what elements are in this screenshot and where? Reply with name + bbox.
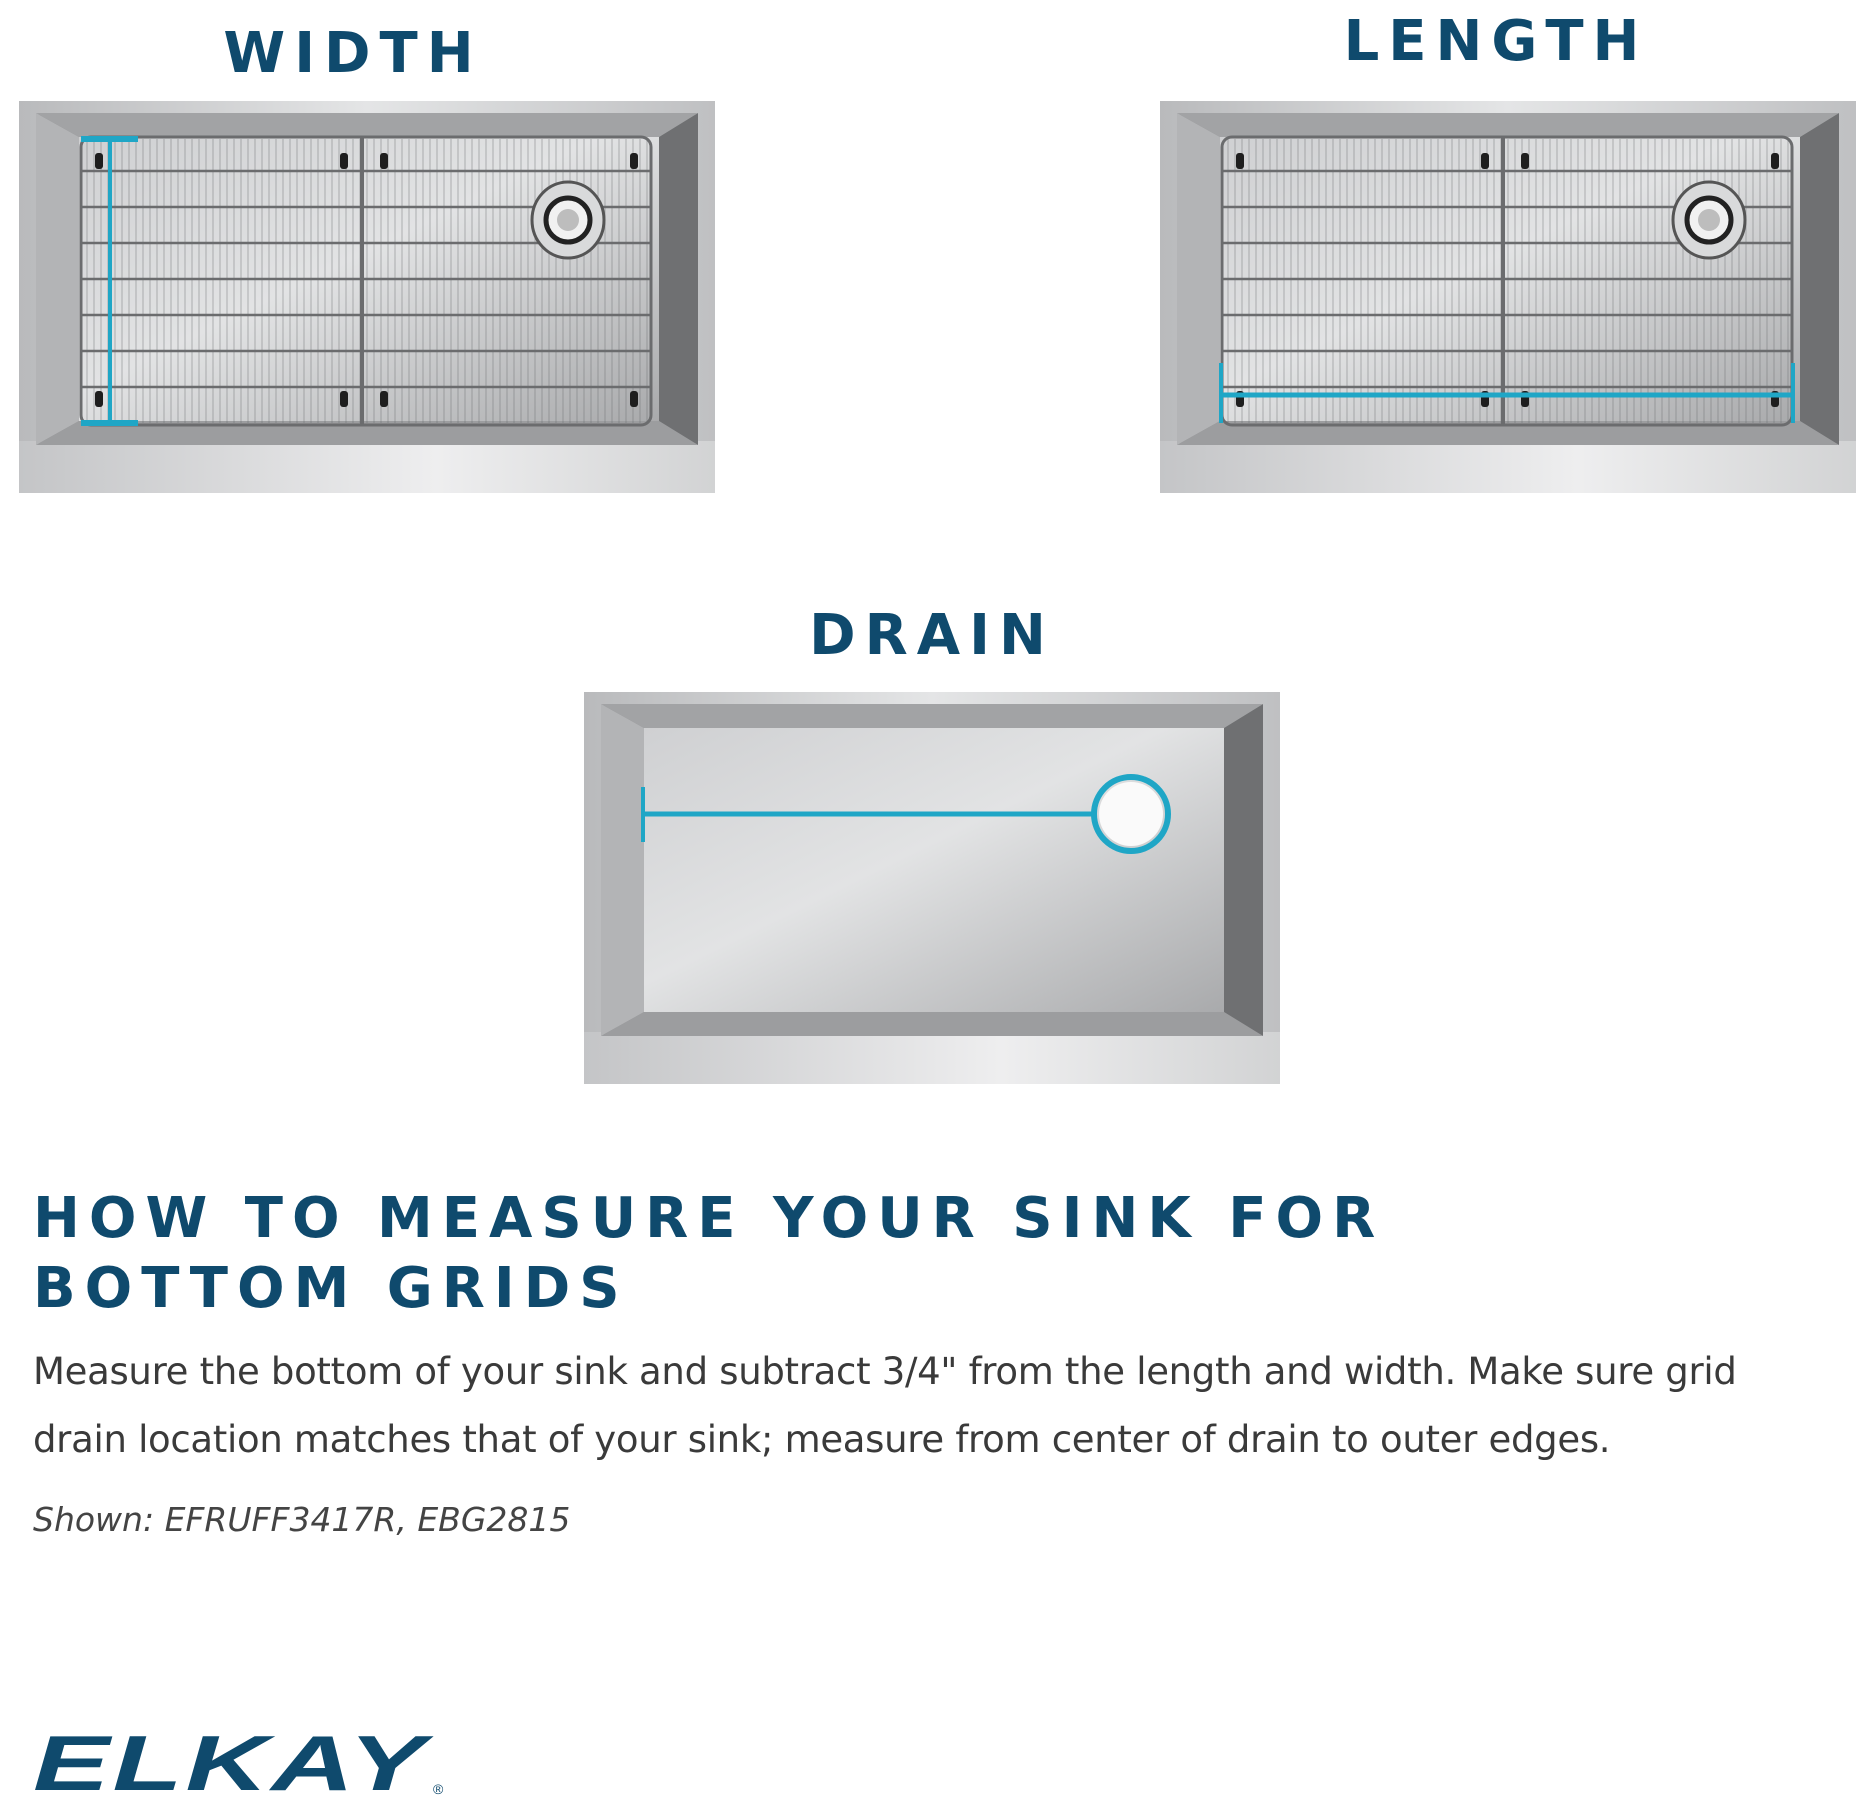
drain-hole — [1099, 782, 1163, 846]
svg-text:ELKAY: ELKAY — [33, 1728, 434, 1798]
sink-width-image — [19, 101, 715, 493]
sink-length-image — [1160, 101, 1856, 493]
sink-apron — [19, 441, 715, 493]
drain-label: DRAIN — [809, 603, 1055, 668]
sink-wall-right — [1224, 704, 1263, 1036]
shown-models: Shown: EFRUFF3417R, EBG2815 — [33, 1500, 571, 1539]
sink-drain-image — [584, 692, 1280, 1084]
sink-apron — [584, 1032, 1280, 1084]
sink-apron — [1160, 441, 1856, 493]
length-label: LENGTH — [1343, 9, 1649, 74]
sink-floor — [644, 728, 1224, 1012]
sink-wall-back — [601, 704, 1263, 728]
elkay-logo — [33, 1728, 453, 1798]
width-label: WIDTH — [223, 21, 483, 86]
sink-wall-back — [1177, 113, 1839, 137]
sink-wall-left — [1177, 113, 1220, 445]
sink-wall-left — [36, 113, 79, 445]
sink-wall-left — [601, 704, 644, 1036]
instructions-text: Measure the bottom of your sink and subtract 3/4" from the length and width. Make sure grid drain location matches that of your sink; measure from center of drain to outer edges. — [33, 1350, 1737, 1461]
sink-wall-front — [601, 1012, 1263, 1036]
drain-strainer — [1673, 182, 1745, 258]
sink-wall-right — [1800, 113, 1839, 445]
drain-strainer — [532, 182, 604, 258]
sink-wall-back — [36, 113, 698, 137]
svg-text:®: ® — [433, 1781, 444, 1797]
sink-wall-right — [659, 113, 698, 445]
page-heading — [33, 1184, 1533, 1324]
heading-line-1: HOW TO MEASURE YOUR SINK FOR — [33, 1186, 1385, 1251]
heading-line-2: BOTTOM GRIDS — [33, 1256, 629, 1321]
